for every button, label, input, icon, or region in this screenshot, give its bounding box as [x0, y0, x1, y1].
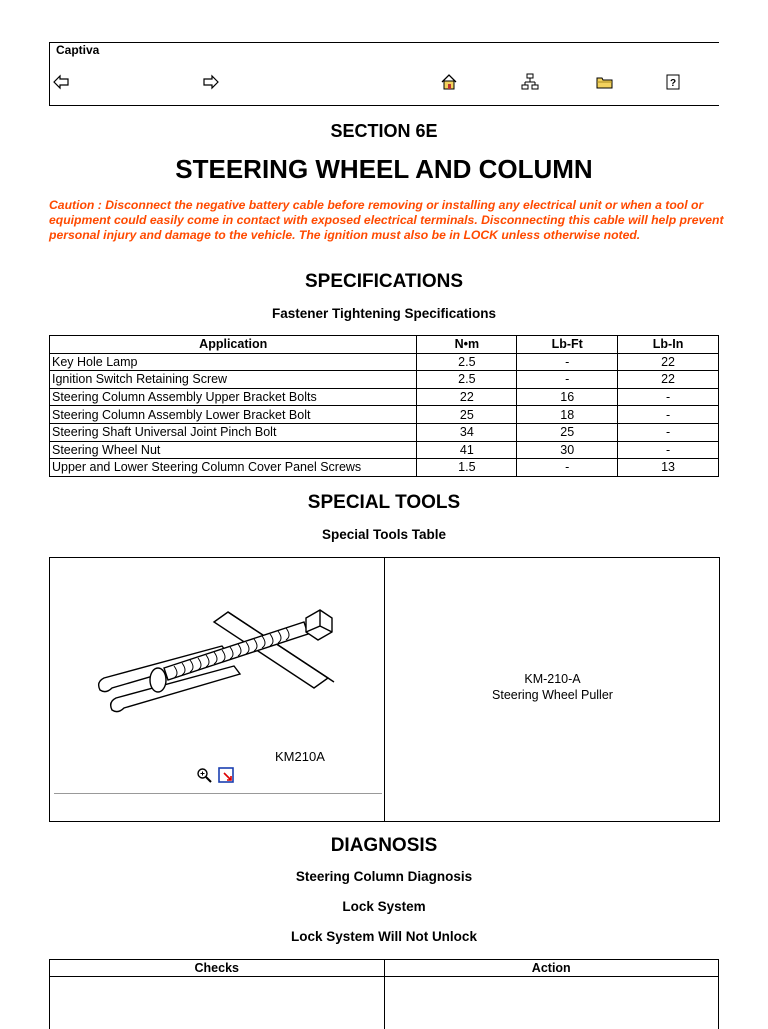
table-cell: 25: [517, 423, 618, 441]
table-cell: 22: [618, 353, 719, 371]
table-cell: 1.5: [417, 459, 517, 477]
table-row: [50, 353, 719, 371]
page-title: STEERING WHEEL AND COLUMN: [0, 154, 768, 185]
fastener-table-title: Fastener Tightening Specifications: [0, 306, 768, 321]
tool-name: Steering Wheel Puller: [386, 687, 719, 703]
specifications-heading: SPECIFICATIONS: [0, 271, 768, 293]
table-header-row: [50, 336, 719, 354]
column-header: Action: [384, 960, 719, 977]
special-tools-table-title: Special Tools Table: [0, 527, 768, 542]
navigation-bar: [49, 42, 719, 106]
table-row: [50, 441, 719, 459]
forward-arrow-icon[interactable]: [202, 73, 220, 91]
table-cell: 30: [517, 441, 618, 459]
cell-divider: [384, 558, 385, 821]
table-cell: 22: [618, 371, 719, 389]
column-header: N•m: [417, 336, 517, 354]
table-cell: Ignition Switch Retaining Screw: [50, 371, 417, 389]
table-cell: 18: [517, 406, 618, 424]
system-heading: Lock System: [0, 899, 768, 914]
table-row: [50, 977, 719, 1029]
open-image-icon[interactable]: [218, 767, 234, 783]
table-cell: 25: [417, 406, 517, 424]
tool-code: KM-210-A: [386, 671, 719, 687]
table-cell: -: [618, 406, 719, 424]
help-icon[interactable]: [664, 73, 682, 91]
table-cell: [384, 977, 719, 1029]
table-cell: -: [618, 423, 719, 441]
table-cell: -: [517, 371, 618, 389]
table-header-row: [50, 960, 719, 977]
table-cell: -: [517, 459, 618, 477]
table-cell: Steering Wheel Nut: [50, 441, 417, 459]
diagnosis-subheading: Steering Column Diagnosis: [0, 869, 768, 884]
table-cell: Steering Column Assembly Lower Bracket Bolt: [50, 406, 417, 424]
home-icon[interactable]: [440, 73, 458, 91]
column-header: Application: [50, 336, 417, 354]
image-controls: [196, 767, 236, 785]
svg-text:?: ?: [670, 78, 676, 89]
table-cell: 2.5: [417, 371, 517, 389]
sitemap-icon[interactable]: [521, 73, 539, 91]
column-header: Lb-In: [618, 336, 719, 354]
zoom-in-icon[interactable]: [196, 767, 212, 783]
column-header: Checks: [50, 960, 385, 977]
table-cell: 34: [417, 423, 517, 441]
tool-description: [386, 671, 719, 703]
diagnosis-table: [49, 959, 719, 1029]
table-row: [50, 371, 719, 389]
table-row: [50, 388, 719, 406]
table-cell: 16: [517, 388, 618, 406]
problem-heading: Lock System Will Not Unlock: [0, 929, 768, 944]
table-cell: Steering Column Assembly Upper Bracket Bolts: [50, 388, 417, 406]
fastener-specifications-table: [49, 335, 719, 477]
steering-wheel-puller-illustration: [94, 582, 354, 742]
caution-text: Caution : Disconnect the negative battery cable before removing or installing any electrical unit or when a tool or equipment could easily come in contact with exposed electrical terminals. Disconnecting this cable will help prevent personal injury and damage to the vehicle. The ignition must also be in LOCK unless otherwise noted.: [49, 198, 724, 242]
table-row: [50, 423, 719, 441]
special-tools-heading: SPECIAL TOOLS: [0, 492, 768, 514]
column-header: Lb-Ft: [517, 336, 618, 354]
table-cell: -: [618, 441, 719, 459]
image-border-line: [54, 793, 382, 794]
tool-image-caption: KM210A: [275, 749, 325, 764]
manual-title: Captiva: [56, 43, 99, 57]
table-cell: -: [618, 388, 719, 406]
table-cell: 13: [618, 459, 719, 477]
diagnosis-heading: DIAGNOSIS: [0, 835, 768, 857]
table-cell: -: [517, 353, 618, 371]
folder-icon[interactable]: [596, 73, 614, 91]
table-cell: 41: [417, 441, 517, 459]
table-cell: Upper and Lower Steering Column Cover Panel Screws: [50, 459, 417, 477]
section-number: SECTION 6E: [0, 121, 768, 142]
table-row: [50, 459, 719, 477]
table-cell: [50, 977, 385, 1029]
table-row: [50, 406, 719, 424]
table-cell: Steering Shaft Universal Joint Pinch Bolt: [50, 423, 417, 441]
back-arrow-icon[interactable]: [52, 73, 70, 91]
table-cell: 2.5: [417, 353, 517, 371]
table-cell: 22: [417, 388, 517, 406]
table-cell: Key Hole Lamp: [50, 353, 417, 371]
special-tools-table: [49, 557, 720, 822]
